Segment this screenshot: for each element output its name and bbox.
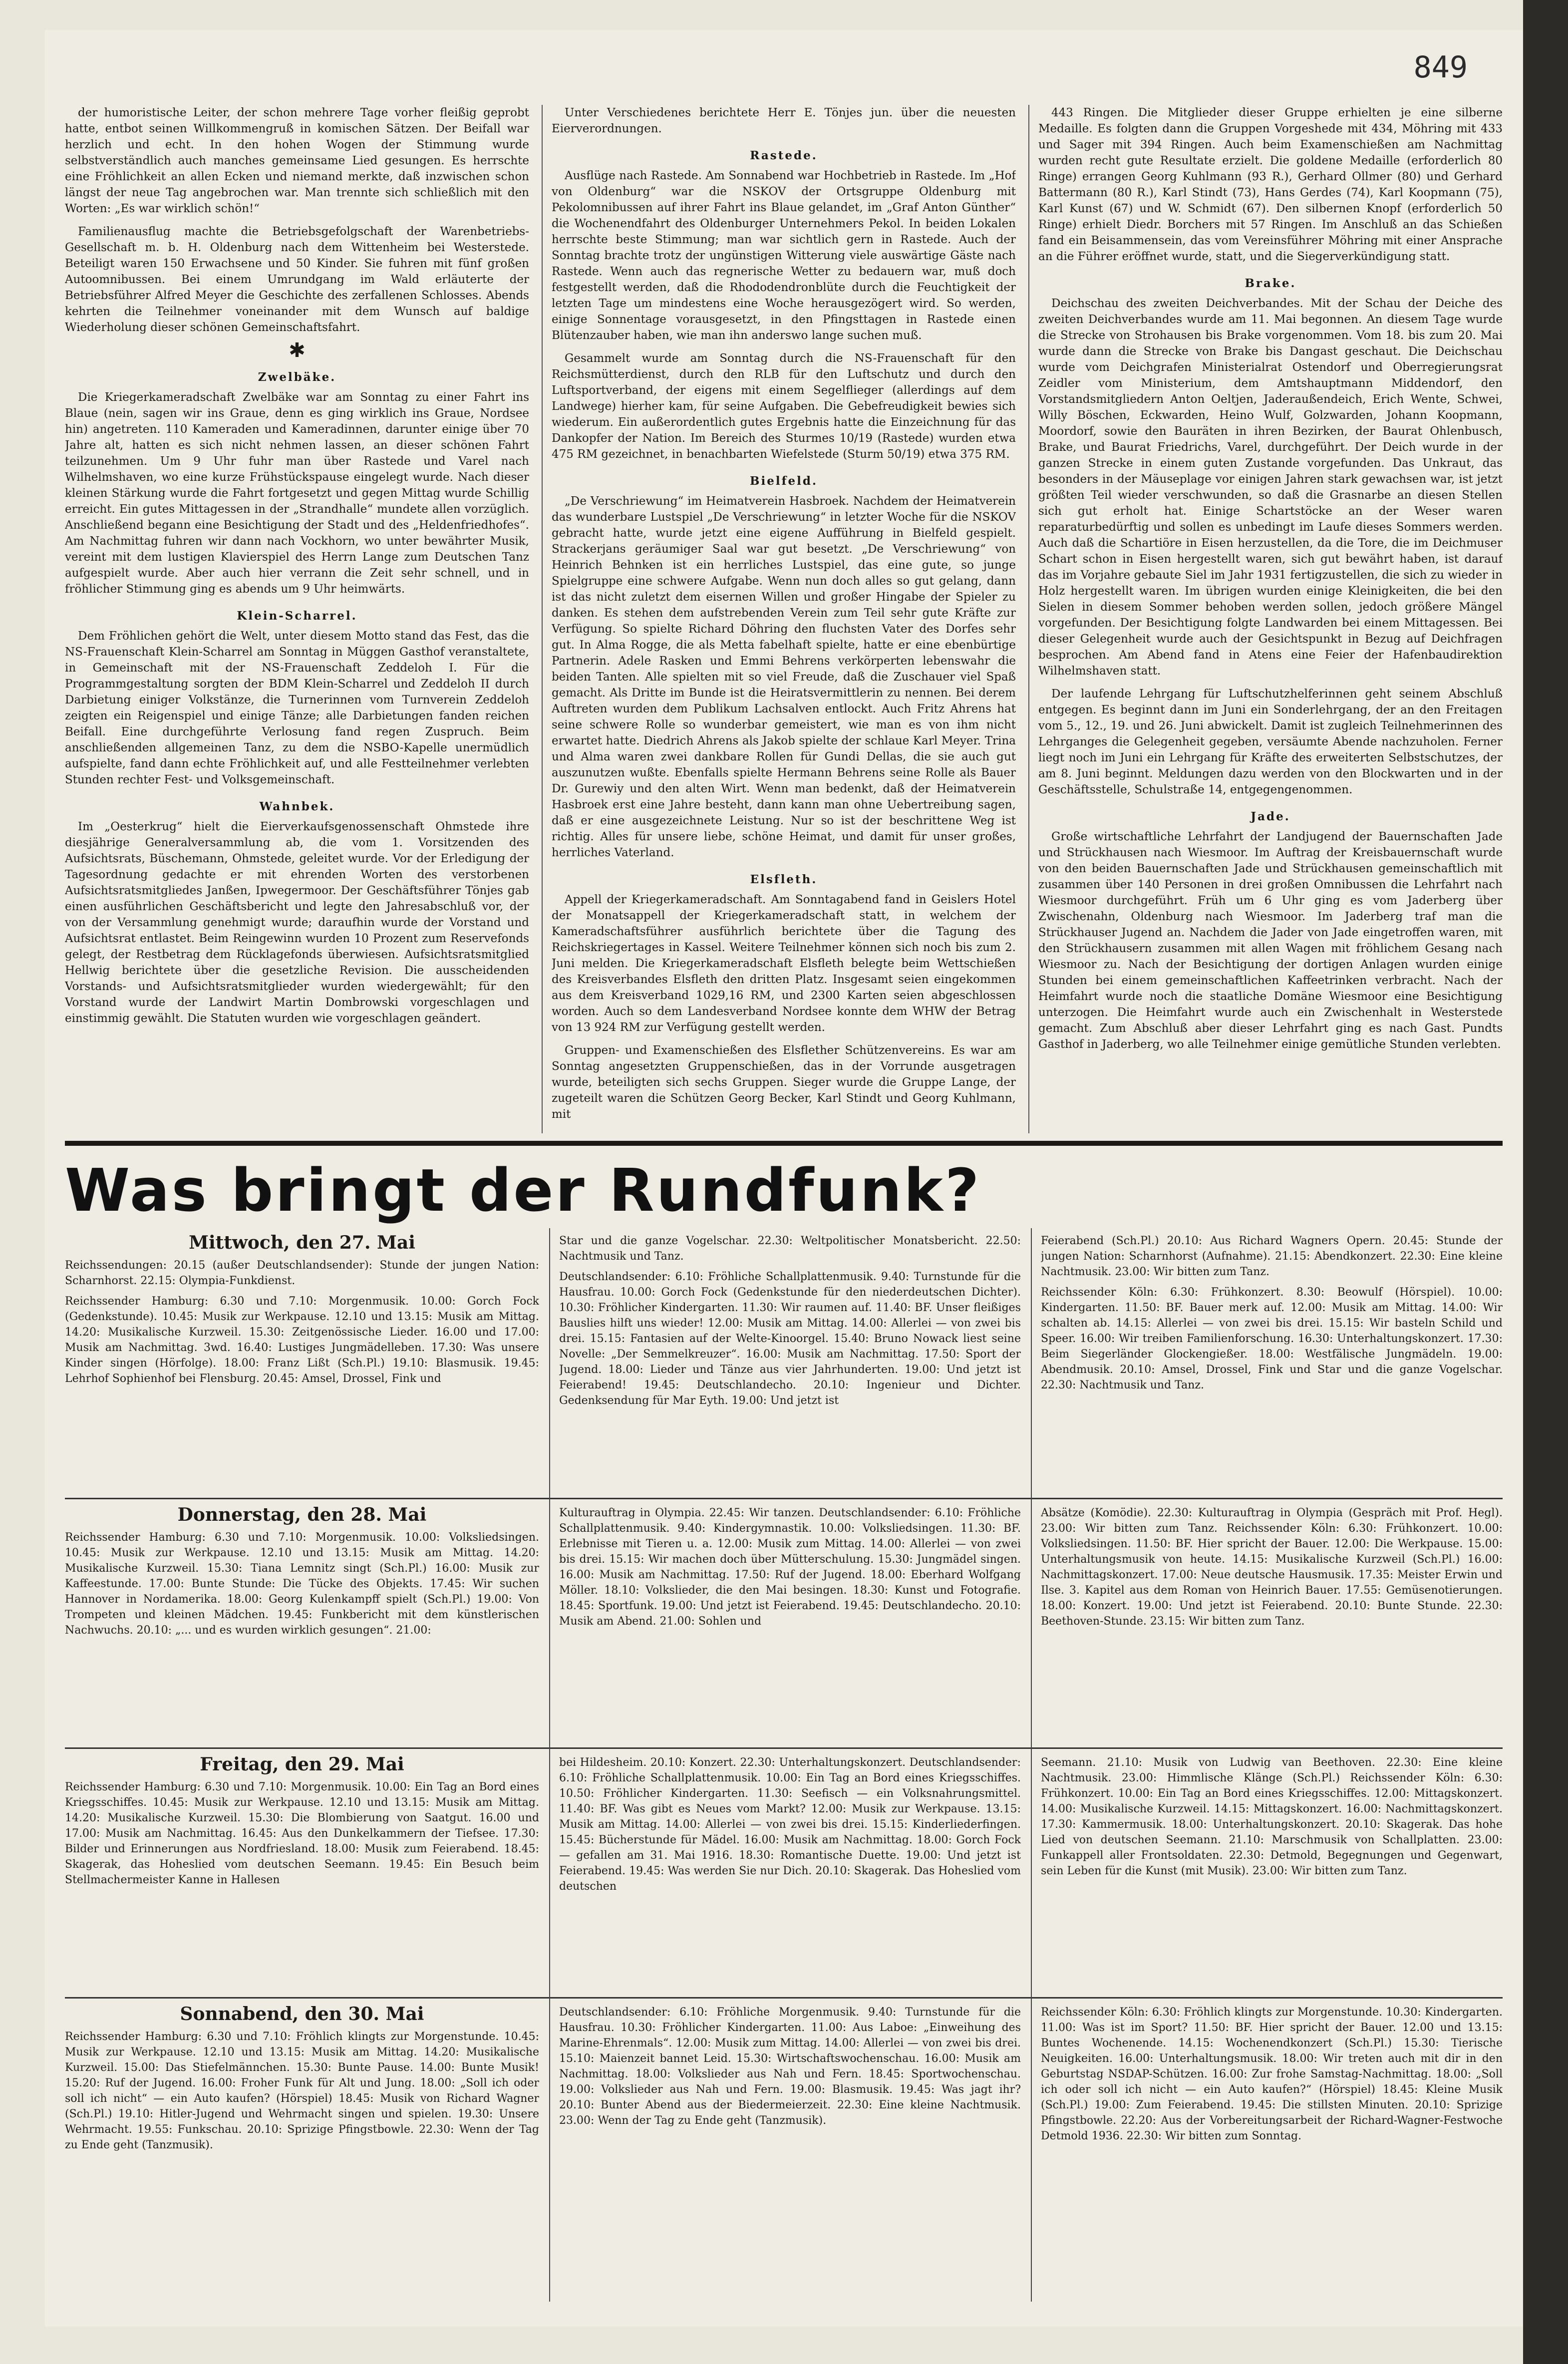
radio-entry: Reichssender Hamburg: 6.30 und 7.10: Morgenmusik. 10.00: Ein Tag an Bord eines Kriegsschiffes. 10.45: Musik zur Werkpause. 12.10 und 13.15: Musik am Mittag. 14.20: Musikalische Kurzweil. 15.30: Die Blombierung von Saatgut. 16.00 und 17.00: Musik am Nachmittag. 16.45: Aus den Dunkelkammern der Tiefsee. 17.30: Bilder und Erinnerungen aus Nordfriesland. 18.00: Musik zum Feierabend. 18.45: Skagerak, das Hoheslied vom deutschen Seemann. 19.45: Ein Besuch beim Stellmachermeister Kanne in Hallesen <box>65 1781 539 1886</box>
newspaper-page <box>45 30 1523 2327</box>
radio-friday-col-3 <box>1041 1755 1503 1992</box>
radio-entry: Reichssendungen: 20.15 (außer Deutschlandsender): Stunde der jungen Nation: Scharnhorst. 22.15: Olympia-Funkdienst. <box>65 1259 539 1287</box>
paragraph: Große wirtschaftliche Lehrfahrt der Landjugend der Bauernschaften Jade und Strückhausen nach Wiesmoor. Im Auftrag der Kreisbauernschaft wurde von den beiden Bauernschaften Jade und Strückhausen gemeinschaftlich mit zusammen über 140 Personen in drei großen Omnibussen die Lehrfahrt nach Wiesmoor durchgeführt. Früh um 6 Uhr ging es vom Jaderberg über Zwischenahn, Oldenburg nach Wiesmoor. Im Jaderberg traf man die Strückhauser Jugend an. Nachdem die Jader von Jade eingetroffen waren, mit den Strückhausern zusammen mit allen Wagen mit fröhlichem Gesang nach Wiesmoor zu. Nach der Besichtigung der dortigen Anlagen wurden einige Stunden bei einem gemeinschaftlichen Kaffeetrinken verbracht. Nach der Heimfahrt wurde noch die staatliche Domäne Wiesmoor eine Besichtigung unterzogen. Die Heimfahrt wurde auch ein Zwischenhalt in Westerstede gemacht. Zum Abschluß aber dieser Lehrfahrt ging es nach Gast. Pundts Gasthof in Jaderberg, wo alle Teilnehmer einige gemütliche Stunden verlebten. <box>1038 830 1503 1051</box>
star-separator-icon: ✱ <box>289 339 306 362</box>
article-column-1 <box>65 105 529 1133</box>
radio-entry: Reichssender Hamburg: 6.30 und 7.10: Morgenmusik. 10.00: Gorch Fock (Gedenkstunde). 10.45: Musik zur Werkpause. 12.10 und 13.15: Musik am Mittag. 14.20: Musikalische Kurzweil. 15.30: Zeitgenössische Lieder. 16.00 und 17.00: Musik am Nachmittag. 3wd. 16.40: Lustiges Jungmädelleben. 17.30: Was unsere Kinder singen (Hörfolge). 18.00: Franz Lißt (Sch.Pl.) 19.10: Blasmusik. 19.45: Lehrhof Sophienhof bei Flensburg. 20.45: Amsel, Drossel, Fink und <box>65 1295 539 1385</box>
radio-entry: Reichssender Hamburg: 6.30 und 7.10: Morgenmusik. 10.00: Volksliedsingen. 10.45: Musik zur Werkpause. 12.10 und 13.15: Musik am Mittag. 14.20: Musikalische Kurzweil. 15.30: Tiana Lemnitz singt (Sch.Pl.) 16.00: Musik zur Kaffeestunde. 17.00: Bunte Stunde: Die Tücke des Objekts. 17.45: Wir suchen Hannover in Nordamerika. 18.00: Georg Kulenkampff spielt (Sch.Pl.) 19.00: Von Trompeten und kleinen Mädchen. 19.45: Funkbericht mit dem künstlerischen Nachwuchs. 20.10: „... und es wurden wirklich gesungen“. 21.00: <box>65 1531 539 1637</box>
radio-entry: Deutschlandsender: 6.10: Fröhliche Schallplattenmusik. 9.40: Turnstunde für die Hausfrau. 10.00: Gorch Fock (Gedenkstunde für den niederdeutschen Dichter). 10.30: Fröhlicher Kindergarten. 11.30: Wir raumen auf. 11.40: BF. Unser fleißiges Bauslies hilft uns wieder! 12.00: Musik am Mittag. 14.00: Allerlei — von zwei bis drei. 15.15: Fantasien auf der Welte-Kinoorgel. 15.40: Bruno Nowack liest seine Novelle: „Der Semmelkreuzer“. 16.00: Musik am Nachmittag. 17.50: Sport der Jugend. 18.00: Lieder und Tänze aus vier Jahrhunderten. 19.00: Und jetzt ist Feierabend! 19.45: Deutschlandecho. 20.10: Ingenieur und Dichter. Gedenksendung für Mar Eyth. 19.00: Und jetzt ist <box>559 1271 1021 1407</box>
column-divider <box>1031 1228 1032 2302</box>
section-heading: Jade. <box>1251 810 1290 823</box>
paragraph: Im „Oesterkrug“ hielt die Eierverkaufsgenossenschaft Ohmstede ihre diesjährige Generalversammlung ab, die vom 1. Vorsitzenden des Aufsichtsrats, Büschemann, Ohmstede, geleitet wurde. Vor der Erledigung der Tagesordnung gedachte er mit ehrenden Worten des verstorbenen Aufsichtsratsmitgliedes Janßen, Ipwegermoor. Der Geschäftsführer Tönjes gab einen ausführlichen Geschäftsbericht und legte den Jahresabschluß vor, der von der Versammlung genehmigt wurde; daraufhin wurde der Vorstand und Aufsichtsrat entlastet. Beim Reingewinn wurden 10 Prozent zum Reservefonds gelegt, der Restbetrag dem Rücklagefonds überwiesen. Aufsichtsratsmitglied Hellwig berichtete über die gesetzliche Revision. Die ausscheidenden Vorstands- und Aufsichtsratsmitglieder wurden wiedergewählt; für den Vorstand wurde der Landwirt Martin Dombrowski vorgeschlagen und einstimmig gewählt. Die Statuten wurden wie vorgeschlagen geändert. <box>65 820 529 1025</box>
section-heading: Brake. <box>1245 277 1296 290</box>
paragraph: Familienausflug machte die Betriebsgefolgschaft der Warenbetriebs-Gesellschaft m. b. H. Oldenburg nach dem Wittenheim bei Westerstede. Beteiligt waren 150 Erwachsene und 50 Kinder. Sie fuhren mit fünf großen Autoomnibussen. Bei einem Umrundgang im Wald erläuterte der Betriebsführer Alfred Meyer die Geschichte des zerfallenen Schlosses. Abends kehrten die Teilnehmer voneinander mit dem Wunsch auf baldige Wiederholung dieser schönen Gemeinschaftsfahrt. <box>65 225 529 334</box>
paragraph: Der laufende Lehrgang für Luftschutzhelferinnen geht seinem Abschluß entgegen. Es beginnt dann im Juni ein Sonderlehrgang, der an den Freitagen vom 5., 12., 19. und 26. Juni abwickelt. Damit ist zugleich Teilnehmerinnen des Lehrganges die Gelegenheit gegeben, versäumte Abende nachzuholen. Ferner liegt noch im Juni ein Lehrgang für Kräfte des erweiterten Selbstschutzes, der am 8. Juni beginnt. Meldungen dazu werden von den Blockwarten und in der Geschäftsstelle, Schulstraße 14, entgegengenommen. <box>1038 687 1503 796</box>
paragraph: Deichschau des zweiten Deichverbandes. Mit der Schau der Deiche des zweiten Deichverbandes wurde am 11. Mai begonnen. An diesem Tage wurde die Strecke von Strohausen bis Brake vorgenommen. Vom 18. bis zum 20. Mai wurde dann die Strecke von Brake bis Dangast geschaut. Die Deichschau wurde vom Deichgrafen Ministerialrat Ostendorf und Oberregierungsrat Zeidler vom Ministerium, dem Amtshauptmann Middendorf, den Vorstandsmitgliedern Anton Oeltjen, Jaderaußendeich, Erich Wente, Schwei, Willy Böschen, Eckwarden, Heino Wulf, Golzwarden, Johann Koopmann, Moordorf, sowie den Bauräten in ihren Bezirken, der Baurat Ohlenbusch, Brake, und Baurat Friedrichs, Varel, durchgeführt. Der Deich wurde in der ganzen Strecke in einem guten Zustande vorgefunden. Das Unkraut, das besonders in der Mäuseplage vor einigen Jahren stark gewachsen war, ist jetzt größten Teil wieder verschwunden, so daß die Grasnarbe an diesen Stellen sich gut erholt hat. Einige Schartstöcke an der Weser waren reparaturbedürftig und sollen es unbedingt im Laufe dieses Sommers werden. Auch daß die Schartiöre in Eisen herzustellen, da die Tore, die im Deichmuser Schart schon in Eisen hergestellt waren, sich gut bewährt haben, ist darauf das im Vorjahre gebaute Siel im Jahr 1931 fertigzustellen, die sich zu wieder in Holz hergestellt waren. Im übrigen wurden einige Kleinigkeiten, die bei den Sielen in diesem Sommer behoben werden sollen, jedoch größere Mängel vorgefunden. Der Besichtigung folgte Landwarden bei einem Mittagessen. Bei dieser Gelegenheit wurde auch der Gesichtspunkt in Bezug auf Deichfragen besprochen. Am Abend fand in Atens eine Feier der Hafenbaudirektion Wilhelmshaven statt. <box>1038 297 1503 677</box>
radio-wednesday-col-1 <box>65 1233 539 1493</box>
radio-entry: Seemann. 21.10: Musik von Ludwig van Beethoven. 22.30: Eine kleine Nachtmusik. 23.00: Himmlische Klänge (Sch.Pl.) Reichssender Köln: 6.30: Frühkonzert. 10.00: Ein Tag an Bord eines Kriegsschiffes. 12.00: Mittagskonzert. 14.00: Musikalische Kurzweil. 14.15: Mittagskonzert. 16.00: Nachmittagskonzert. 17.30: Kammermusik. 18.00: Unterhaltungskonzert. 20.10: Skagerak. Das hohe Lied von deutschen Seemann. 21.10: Marschmusik von Schallplatten. 23.00: Funkappell aller Frontsoldaten. 22.30: Detmold, Begegnungen und Gegenwart, sein Leben für die Kunst (mit Musik). 23.00: Wir bitten zum Tanz. <box>1041 1756 1503 1877</box>
radio-entry: Feierabend (Sch.Pl.) 20.10: Aus Richard Wagners Opern. 20.45: Stunde der jungen Nation: Scharnhorst (Aufnahme). 21.15: Abendkonzert. 22.30: Eine kleine Nachtmusik. 23.00: Wir bitten zum Tanz. <box>1041 1235 1503 1278</box>
paragraph: 443 Ringen. Die Mitglieder dieser Gruppe erhielten je eine silberne Medaille. Es folgten dann die Gruppen Vorgeshede mit 434, Möhring mit 433 und Sager mit 394 Ringen. Auch beim Examenschießen am Nachmittag wurden recht gute Resultate erzielt. Die goldene Medaille (erforderlich 80 Ringe) errangen Georg Kuhlmann (93 R.), Gerhard Ollmer (80) und Gerhard Battermann (80 R.), Karl Stindt (73), Hans Gerdes (74), Karl Koopmann (75), Karl Kunst (67) und W. Schmidt (67). Den silbernen Knopf (erforderlich 50 Ringe) erhielt Diedr. Borchers mit 57 Ringen. Im Anschluß an das Schießen fand ein Beisammensein, das vom Vereinsführer Möhring mit einer Ansprache an die Führer eröffnet wurde, statt, und die Siegerverkündigung statt. <box>1038 106 1503 263</box>
radio-entry: Reichssender Köln: 6.30: Frühkonzert. 8.30: Beowulf (Hörspiel). 10.00: Kindergarten. 11.50: BF. Bauer merk auf. 12.00: Musik am Mittag. 14.00: Wir schalten ab. 14.15: Allerlei — von zwei bis drei. 15.15: Wir basteln Schild und Speer. 16.00: Wir treiben Familienforschung. 16.30: Unterhaltungskonzert. 17.30: Beim Siegerländer Glockengießer. 18.00: Westfälische Jungmädeln. 19.00: Abendmusik. 20.10: Amsel, Drossel, Fink und Star und die ganze Vogelschar. 22.30: Nachtmusik und Tanz. <box>1041 1286 1503 1391</box>
column-divider <box>1028 105 1029 1133</box>
article-column-3 <box>1038 105 1503 1133</box>
paragraph: „De Verschriewung“ im Heimatverein Hasbroek. Nachdem der Heimatverein das wunderbare Lustspiel „De Verschriewung“ in letzter Woche für die NSKOV gebracht hatte, wurde jetzt eine eigene Aufführung in Bielfeld gespielt. Strackerjans geräumiger Saal war gut besetzt. „De Verschriewung“ von Heinrich Behnken ist ein herrliches Lustspiel, das eine gute, so junge Spielgruppe eine schwere Aufgabe. Wenn nun doch alles so gut gelang, dann ist das nicht zuletzt dem eisernen Willen und großer Hingabe der Spieler zu danken. Es stehen dem aufstrebenden Verein zum Teil sehr gute Kräfte zur Verfügung. So spielte Richard Döhring den fluchsten Vater des Dorfes sehr gut. In Alma Rogge, die als Metta fabelhaft spielte, hatte er eine ebenbürtige Partnerin. Adele Rasken und Emmi Behrens verkörperten lebenswahr die beiden Tanten. Alle spielten mit so viel Freude, daß die Zuschauer viel Spaß gemacht. Als Dritte im Bunde ist die Heiratsvermittlerin zu nennen. Bei derem Auftreten wurden dem Publikum Lachsalven entlockt. Auch Fritz Ahrens hat seine schwere Rolle so wunderbar gemeistert, wie man es von ihm nicht erwartet hatte. Diedrich Ahrens als Jakob spielte der schlaue Karl Meyer. Trina und Alma waren zwei dankbare Rollen für Gundi Dellas, die sie auch gut auszunutzen wußte. Ebenfalls spielte Hermann Behrens seine Rolle als Bauer Dr. Gurewiy und den alten Wirt. Wenn man bedenkt, daß der Heimatverein Hasbroek erst eine Jahre besteht, dann kann man ohne Uebertreibung sagen, daß er eine ausgezeichnete Leistung. Nur so ist der beschrittene Weg ist richtig. Alles für unsere liebe, schöne Heimat, und damit für unser großes, herrliches Vaterland. <box>552 495 1016 859</box>
radio-banner-title: Was bringt der Rundfunk? <box>65 1156 981 1225</box>
row-divider <box>65 1997 1503 1999</box>
day-heading: Donnerstag, den 28. Mai <box>177 1505 427 1525</box>
section-heading: Wahnbek. <box>259 800 335 813</box>
radio-thursday-col-3 <box>1041 1505 1503 1742</box>
paragraph: Die Kriegerkameradschaft Zwelbäke war am Sonntag zu einer Fahrt ins Blaue (nein, sagen wir ins Graue, denn es ging wirklich ins Graue, Nordsee hin) angetreten. 110 Kameraden und Kameradinnen, darunter einige über 70 Jahre alt, hatten es sich nicht nehmen lassen, an dieser schönen Fahrt teilzunehmen. Um 9 Uhr fuhr man über Rastede und Varel nach Wilhelmshaven, wo eine kurze Frühstückspause eingelegt wurde. Nach dieser kleinen Stärkung wurde die Fahrt fortgesetzt und gegen Mittag wurde Schillig erreicht. Ein gutes Mittagessen in der „Strandhalle“ mundete allen vorzüglich. Anschließend begann eine Besichtigung der Stadt und des „Heldenfriedhofes“. Am Nachmittag fuhren wir dann nach Vockhorn, wo unter bewährter Musik, vereint mit dem lustigen Klavierspiel des Herrn Lange zum Deutschen Tanz aufgespielt wurde. Aber auch hier verrann die Zeit sehr schnell, und in fröhlicher Stimmung ging es abends um 9 Uhr heimwärts. <box>65 391 529 596</box>
row-divider <box>65 1498 1503 1499</box>
section-divider <box>65 1141 1503 1146</box>
section-heading: Elsfleth. <box>750 873 818 886</box>
section-heading: Zwelbäke. <box>258 370 336 384</box>
day-heading: Freitag, den 29. Mai <box>200 1755 404 1775</box>
paragraph: der humoristische Leiter, der schon mehrere Tage vorher fleißig geprobt hatte, entbot seinen Willkommengruß in komischen Sätzen. Der Beifall war herzlich und echt. In den hohen Wogen der Stimmung wurde selbstverständlich auch manches gemeinsame Lied gesungen. Es herrschte eine Fröhlichkeit an allen Ecken und niemand merkte, daß inzwischen schon längst der neue Tag angebrochen war. Man trennte sich schließlich mit den Worten: „Es war wirklich schön!“ <box>65 106 529 215</box>
day-heading: Mittwoch, den 27. Mai <box>189 1233 415 1253</box>
section-heading: Bielfeld. <box>750 474 818 488</box>
paragraph: Ausflüge nach Rastede. Am Sonnabend war Hochbetrieb in Rastede. Im „Hof von Oldenburg“ war die NSKOV der Ortsgruppe Oldenburg mit Pekolomnibussen auf ihrer Fahrt ins Blaue gelandet, im „Graf Anton Günther“ die Wochenendfahrt des Oldenburger Unternehmers Pekol. In beiden Lokalen herrschte beste Stimmung; man war sichtlich gern in Rastede. Auch der Sonntag brachte trotz der ungünstigen Witterung viele auswärtige Gäste nach Rastede. Wenn auch das regnerische Wetter zu bedauern war, muß doch festgestellt werden, daß die Rhododendronblüte durch die Feuchtigkeit der letzten Tage um mindestens eine Woche herausgezögert wird. So werden, einige Sonnentage vorausgesetzt, in den Pfingsttagen in Rastede einen Blütenzauber haben, wie man ihn anderswo lange suchen muß. <box>552 169 1016 342</box>
radio-wednesday-col-2 <box>559 1233 1021 1493</box>
column-divider <box>542 105 543 1133</box>
radio-entry: Absätze (Komödie). 22.30: Kulturauftrag in Olympia (Gespräch mit Prof. Hegl). 23.00: Wir bitten zum Tanz. Reichssender Köln: 6.30: Frühkonzert. 10.00: Volksliedsingen. 11.50: BF. Hier spricht der Bauer. 12.00: Die Werkpause. 15.00: Unterhaltungsmusik von heute. 14.15: Musikalische Kurzweil (Sch.Pl.) 16.00: Nachmittagskonzert. 17.00: Neue deutsche Hausmusik. 17.35: Meister Erwin und Ilse. 3. Kapitel aus dem Roman von Heinrich Bauer. 17.55: Gemüsenotierungen. 18.00: Konzert. 19.00: Und jetzt ist Feierabend. 20.10: Bunte Stunde. 22.30: Beethoven-Stunde. 23.15: Wir bitten zum Tanz. <box>1041 1507 1503 1628</box>
day-heading: Sonnabend, den 30. Mai <box>180 2005 424 2025</box>
radio-entry: bei Hildesheim. 20.10: Konzert. 22.30: Unterhaltungskonzert. Deutschlandsender: 6.10: Fröhliche Schallplattenmusik. 10.00: Ein Tag an Bord eines Kriegsschiffes. 10.50: Fröhlicher Kindergarten. 11.30: Seefisch — ein Volksnahrungsmittel. 11.40: BF. Was gibt es Neues vom Markt? 12.00: Musik zur Werkpause. 13.15: Musik am Mittag. 14.00: Allerlei — von zwei bis drei. 15.15: Kinderliederfingen. 15.45: Bücherstunde für Mädel. 16.00: Musik am Nachmittag. 18.00: Gorch Fock — gefallen am 31. Mai 1916. 18.30: Romantische Duette. 19.00: Und jetzt ist Feierabend. 19.45: Was werden Sie nur Dich. 20.10: Skagerak. Das Hoheslied vom deutschen <box>559 1756 1021 1893</box>
section-heading: Rastede. <box>750 149 818 162</box>
radio-thursday-col-2 <box>559 1505 1021 1742</box>
radio-friday-col-2 <box>559 1755 1021 1992</box>
radio-entry: Reichssender Köln: 6.30: Fröhlich klingts zur Morgenstunde. 10.30: Kindergarten. 11.00: Was ist im Sport? 11.50: BF. Hier spricht der Bauer. 12.00 und 13.15: Buntes Wochenende. 14.15: Wochenendkonzert (Sch.Pl.) 15.30: Tierische Neuigkeiten. 16.00: Unterhaltungsmusik. 18.00: Wir treten auch mit dir in den Geburtstag NSDAP-Schützen. 16.00: Zur frohe Samstag-Nachmittag. 18.00: „Soll ich oder soll ich nicht — ein Auto kaufen?“ (Hörspiel) 18.45: Kleine Musik (Sch.Pl.) 19.00: Zum Feierabend. 19.45: Die stillsten Minuten. 20.10: Sprizige Pfingstbowle. 22.20: Aus der Vorbereitungsarbeit der Richard-Wagner-Festwoche Detmold 1936. 22.30: Wir bitten zum Sonntag. <box>1041 2006 1503 2142</box>
radio-saturday-col-2 <box>559 2005 1021 2304</box>
radio-wednesday-col-3 <box>1041 1233 1503 1493</box>
radio-saturday-col-1 <box>65 2005 539 2304</box>
paragraph: Gesammelt wurde am Sonntag durch die NS-Frauenschaft für den Reichsmütterdienst, durch den RLB für den Luftschutz und durch den Luftsportverband, der eigens mit einem Segelflieger (allerdings auf dem Landwege) hierher kam, für seine Aufgaben. Die Gebefreudigkeit bewies sich wiederum. Ein außerordentlich gutes Ergebnis hatte die Einzeichnung für das Dankopfer der Nation. Im Bereich des Sturmes 10/19 (Rastede) wurden etwa 475 RM gezeichnet, in benachbarten Wiefelstede (Sturm 50/19) etwa 375 RM. <box>552 352 1016 461</box>
scan-border <box>1523 0 1568 2364</box>
radio-saturday-col-3 <box>1041 2005 1503 2304</box>
article-column-2 <box>552 105 1016 1133</box>
paragraph: Gruppen- und Examenschießen des Elsflether Schützenvereins. Es war am Sonntag angesetzten Gruppenschießen, das in der Vorrunde ausgetragen wurde, beteiligten sich sechs Gruppen. Sieger wurde die Gruppe Lange, der zugeteilt waren die Schützen Georg Becker, Karl Stindt und Georg Kuhlmann, mit <box>552 1044 1016 1121</box>
radio-entry: Star und die ganze Vogelschar. 22.30: Weltpolitischer Monatsbericht. 22.50: Nachtmusik und Tanz. <box>559 1235 1021 1263</box>
radio-thursday-col-1 <box>65 1505 539 1742</box>
page-number: 849 <box>1413 50 1468 85</box>
paragraph: Appell der Kriegerkameradschaft. Am Sonntagabend fand in Geislers Hotel der Monatsappell der Kriegerkameradschaft statt, in welchem der Kameradschaftsführer ausführlich berichtete über die Tagung des Reichskriegertages in Kassel. Weitere Teilnehmer können sich noch bis zum 2. Juni melden. Die Kriegerkameradschaft Elsfleth belegte beim Wettschießen des Kreisverbandes Elsfleth den dritten Platz. Insgesamt seien eingekommen aus dem Kreisverband 1029,16 RM, und 2300 Karten seien abgeschlossen worden. Auch so dem Landesverband Nordsee konnte dem WHW der Betrag von 13 924 RM zur Verfügung gestellt werden. <box>552 893 1016 1034</box>
column-divider <box>549 1228 550 2302</box>
section-heading: Klein-Scharrel. <box>237 609 357 623</box>
paragraph: Dem Fröhlichen gehört die Welt, unter diesem Motto stand das Fest, das die NS-Frauenschaft Klein-Scharrel am Sonntag in Müggen Gasthof veranstaltete, in Gemeinschaft mit der NS-Frauenschaft Zeddeloh I. Für die Programmgestaltung sorgten der BDM Klein-Scharrel und Zeddeloh II durch Darbietung einiger Volkstänze, die Turnerinnen vom Turnverein Zeddeloh zeigten ein Reigenspiel und einige Tänze; alle Darbietungen fanden reichen Beifall. Eine durchgeführte Verlosung fand regen Zuspruch. Beim anschließenden allgemeinen Tanz, zu dem die NSBO-Kapelle unermüdlich aufspielte, fand dann echte Fröhlichkeit auf, und alle Festteilnehmer verlebten Stunden rechter Fest- und Volksgemeinschaft. <box>65 630 529 786</box>
radio-entry: Reichssender Hamburg: 6.30 und 7.10: Fröhlich klingts zur Morgenstunde. 10.45: Musik zur Werkpause. 12.10 und 13.15: Musik am Mittag. 14.20: Musikalische Kurzweil. 15.00: Das Stiefelmännchen. 15.30: Bunte Pause. 14.00: Bunte Musik! 15.20: Ruf der Jugend. 16.00: Froher Funk für Alt und Jung. 18.00: „Soll ich oder soll ich nicht“ — ein Auto kaufen? (Hörspiel) 18.45: Musik von Richard Wagner (Sch.Pl.) 19.10: Hitler-Jugend und Wehrmacht singen und spielen. 19.30: Unsere Wehrmacht. 19.55: Funkschau. 20.10: Sprizige Pfingstbowle. 22.30: Wenn der Tag zu Ende geht (Tanzmusik). <box>65 2030 539 2151</box>
radio-friday-col-1 <box>65 1755 539 1992</box>
row-divider <box>65 1747 1503 1749</box>
radio-entry: Deutschlandsender: 6.10: Fröhliche Morgenmusik. 9.40: Turnstunde für die Hausfrau. 10.30: Fröhlicher Kindergarten. 11.00: Aus Laboe: „Einweihung des Marine-Ehrenmals“. 12.00: Musik zum Mittag. 14.00: Allerlei — von zwei bis drei. 15.10: Maienzeit bannet Leid. 15.30: Wirtschaftswochenschau. 16.00: Musik am Nachmittag. 18.00: Volkslieder aus Nah und Fern. 18.45: Sportwochenschau. 19.00: Volkslieder aus Nah und Fern. 19.00: Blasmusik. 19.45: Was jagt ihr? 20.10: Bunter Abend aus der Biedermeierzeit. 22.30: Eine kleine Nachtmusik. 23.00: Wenn der Tag zu Ende geht (Tanzmusik). <box>559 2006 1021 2127</box>
paragraph: Unter Verschiedenes berichtete Herr E. Tönjes jun. über die neuesten Eierverordnungen. <box>552 106 1016 135</box>
radio-entry: Kulturauftrag in Olympia. 22.45: Wir tanzen. Deutschlandsender: 6.10: Fröhliche Schallplattenmusik. 9.40: Kindergymnastik. 10.00: Volksliedsingen. 11.30: BF. Erlebnisse mit Tieren u. a. 12.00: Musik zum Mittag. 14.00: Allerlei — von zwei bis drei. 15.15: Wir machen doch über Mütterschulung. 15.30: Jungmädel singen. 16.00: Musik am Nachmittag. 17.50: Ruf der Jugend. 18.00: Eberhard Wolfgang Möller. 18.10: Volkslieder, die den Mai besingen. 18.30: Kunst und Fotografie. 18.45: Sportfunk. 19.00: Und jetzt ist Feierabend. 19.45: Deutschlandecho. 20.10: Musik am Abend. 21.00: Sohlen und <box>559 1507 1021 1628</box>
